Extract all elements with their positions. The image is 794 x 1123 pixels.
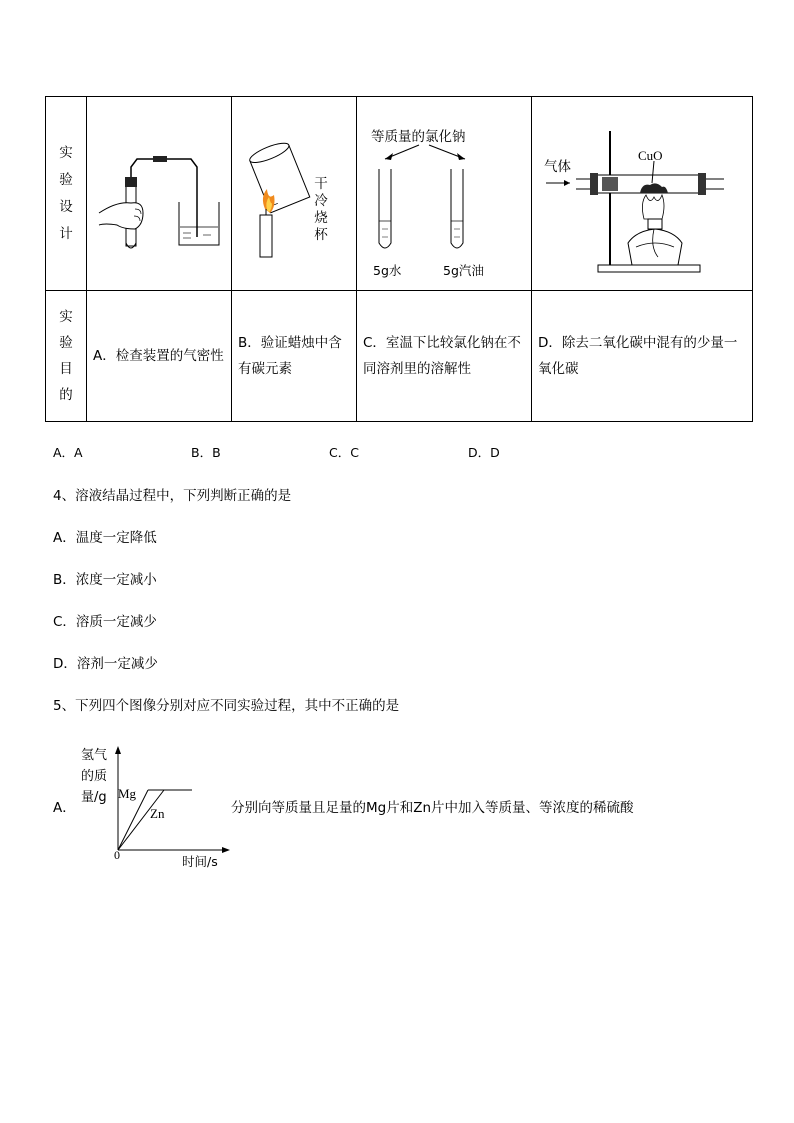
graph-axes (76, 740, 236, 870)
cold-dry-beaker-label: 干 冷 烧 杯 (314, 176, 328, 243)
q5-stem: 5、下列四个图像分别对应不同实验过程，其中不正确的是 (53, 698, 400, 714)
series-mg-label: Mg (118, 786, 137, 801)
figure-c-solubility (357, 97, 532, 291)
water-label: 5g水 (373, 263, 402, 278)
q3-option-c[interactable]: C．C (329, 445, 359, 460)
airtightness-apparatus-icon (87, 97, 231, 290)
q4-option-d[interactable]: D．溶剂一定减少 (53, 656, 158, 672)
purpose-a: A．检查装置的气密性 (87, 291, 232, 422)
purpose-b: B．验证蜡烛中含有碳元素 (232, 291, 357, 422)
graph-ylabel-2: 的质 (81, 769, 108, 784)
purpose-d: D．除去二氧化碳中混有的少量一氧化碳 (532, 291, 753, 422)
row-header-design: 实验设计 (46, 97, 87, 291)
tube-burner-apparatus-icon (532, 97, 752, 290)
gasoline-label: 5g汽油 (443, 263, 484, 278)
q4-option-a[interactable]: A．温度一定降低 (53, 530, 157, 546)
graph-ylabel-1: 氢气 (81, 748, 108, 763)
candle-beaker-icon (232, 97, 356, 290)
hydrogen-mass-graph (76, 740, 236, 870)
figure-d-co-removal (532, 97, 753, 291)
q3-option-d[interactable]: D．D (468, 445, 500, 460)
row-header-purpose: 实验目的 (46, 291, 87, 422)
graph-xlabel: 时间/s (182, 854, 218, 869)
cuo-label: CuO (638, 148, 663, 163)
graph-origin: 0 (114, 848, 120, 862)
q5-option-a-text: 分别向等质量且足量的Mg片和Zn片中加入等质量、等浓度的稀硫酸 (231, 800, 634, 816)
q4-option-b[interactable]: B．浓度一定减小 (53, 572, 157, 588)
gas-label: 气体 (544, 159, 571, 175)
figure-b-candle (232, 97, 357, 291)
graph-ylabel-3: 量/g (81, 790, 107, 805)
series-zn-label: Zn (150, 806, 165, 821)
q5-option-a-label[interactable]: A． (53, 800, 76, 816)
q4-option-c[interactable]: C．溶质一定减少 (53, 614, 157, 630)
sodium-chloride-label: 等质量的氯化钠 (371, 129, 466, 145)
purpose-c: C．室温下比较氯化钠在不同溶剂里的溶解性 (357, 291, 532, 422)
q4-stem: 4、溶液结晶过程中，下列判断正确的是 (53, 488, 292, 504)
q3-option-b[interactable]: B．B (191, 445, 221, 460)
figure-a-airtightness (87, 97, 232, 291)
q3-option-a[interactable]: A．A (53, 445, 83, 460)
experiment-table (45, 96, 753, 422)
